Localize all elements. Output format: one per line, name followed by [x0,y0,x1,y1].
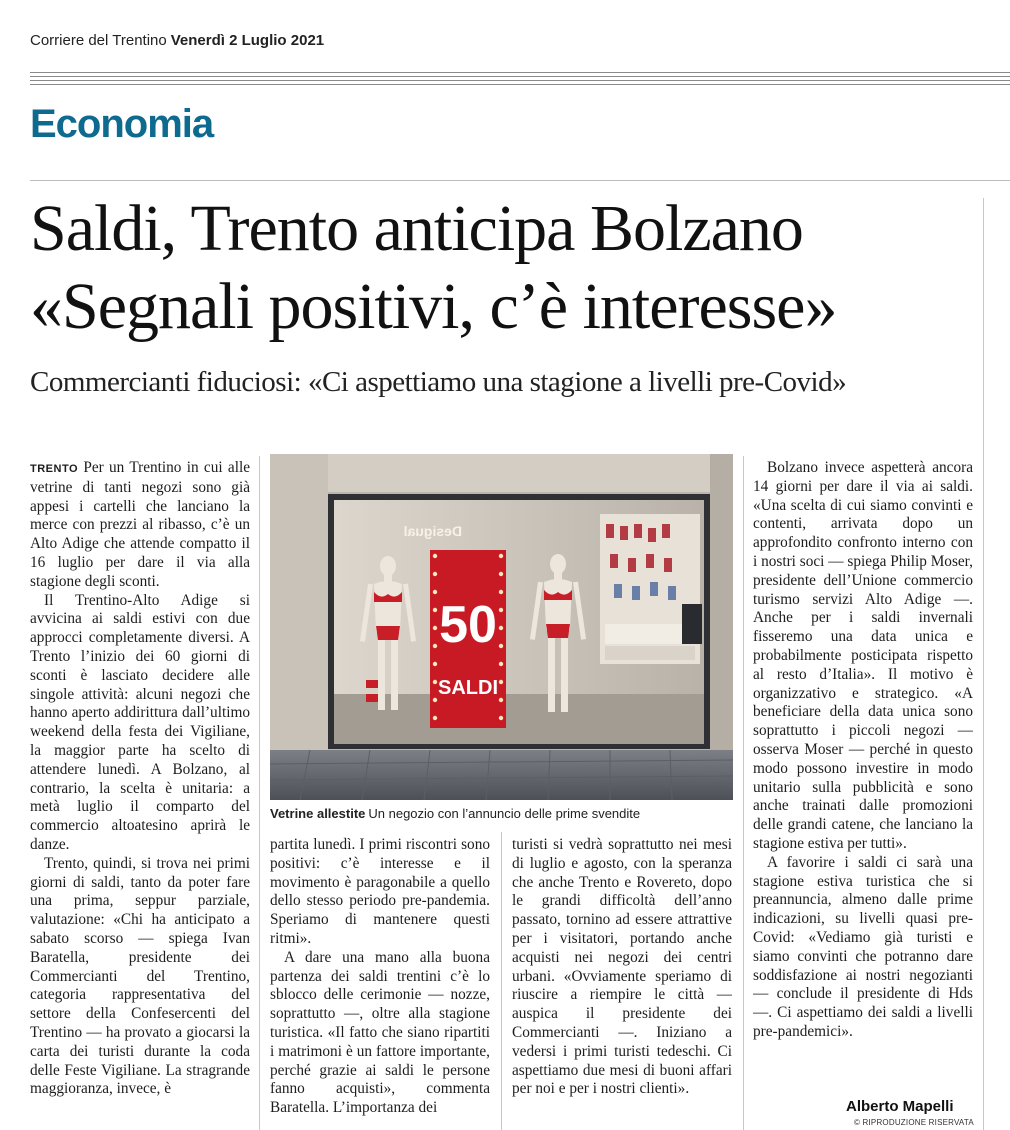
headline [30,190,990,346]
paragraph: turisti si vedrà soprattutto nei mesi di luglio e agosto, con la speranza che anche Trento e Rovereto, dopo le grandi difficoltà dell’anno passato, tornino ad essere attrattive per i visitatori, portando anche acquisti nei negozi dei centri urbani. «Ovviamente speriamo di riuscire a riempire le città — auspica il presidente dei Commercianti —. Iniziano a vedersi i primi turisti tedeschi. Ci aspettiamo due mesi di buoni affari per noi e per i nostri clienti». [512,836,732,1098]
rights-notice: © RIPRODUZIONE RISERVATA [854,1118,974,1127]
dateline: TRENTO [30,463,79,475]
column-rule [743,456,744,1130]
section-divider [30,180,1010,181]
paragraph [30,459,250,592]
headline-line-2: «Segnali positivi, c’è interesse» [30,270,837,343]
sign-number: 50 [439,596,497,654]
paragraph: A dare una mano alla buona partenza dei saldi trentini c’è lo sblocco delle cerimonie — nozze, soprattutto —, oltre alla stagione turistica. «Il fatto che siano ripartiti i matrimoni è un fattore importante, perché grazie ai saldi le persone fanno acquisti», commenta Baratella. L’importanza dei [270,948,490,1117]
sign-text: SALDI [438,677,498,699]
article-column-2 [270,836,490,1130]
article-column-1 [30,459,250,1130]
paragraph: A favorire i saldi ci sarà una stagione estiva turistica che si preannuncia, almeno dalle prime indicazioni, su livelli quasi pre-Covid: «Vediamo già turisti e siamo convinti che potranno dare soddisfazione ai nostri negozianti — conclude il presidente di Hds —. Ci aspettiamo dei saldi a livelli pre-pandemici». [753,853,973,1040]
paragraph: Trento, quindi, si trova nei primi giorni di saldi, tanto da poter fare una prima, seppur parziale, valutazione: «Chi ha anticipato a sabato scorso — spiega Ivan Baratella, presidente dei Commercianti del Trentino, categoria rappresentativa del settore della Confesercenti del Trentino — ha provato a giocarsi la carta dei turisti durante la coda delle Feste Vigiliane. La stragrande maggioranza, invece, è [30,854,250,1098]
caption-text: Un negozio con l’annuncio delle prime svendite [368,806,641,821]
paragraph: partita lunedì. I primi riscontri sono positivi: c’è interesse e il movimento è paragonabile a quello dello stesso periodo pre-pandemia. Speriamo di mantenere questi ritmi». [270,836,490,947]
paragraph: Il Trentino-Alto Adige si avvicina ai saldi estivi con due approcci completamente diversi. A Trento l’inizio dei 60 giorni di sconti è lasciato decidere alle singole attività: alcuni negozi che hanno aperto addirittura dall’ultimo weekend della festa dei Vigiliane, la maggior parte ha scelto di attendere lunedì. A Bolzano, al contrario, la scelta è unitaria: a metà luglio il comparto del commercio altoatesino aprirà le danze. [30,591,250,853]
issue-date: Venerdì 2 Luglio 2021 [170,32,325,49]
byline: Alberto Mapelli [846,1098,954,1115]
column-rule [501,832,502,1130]
article-column-4 [753,459,973,1095]
section-title: Economia [30,102,214,146]
article-column-3 [512,836,732,1130]
store-window-photo [270,454,733,800]
masthead-rules [30,72,1010,88]
masthead [30,32,324,49]
headline-line-1: Saldi, Trento anticipa Bolzano [30,192,803,265]
paragraph-text: Per un Trentino in cui alle vetrine di tanti negozi sono già appesi i cartelli che lanciano la merce con prezzi al ribasso, c’è un Alto Adige che attende compatto il 16 luglio per dare il via alla stagione degli sconti. [30,459,250,590]
caption-title: Vetrine allestite [270,806,366,821]
store-sign: Desigual [403,523,462,539]
paper-name: Corriere del Trentino [30,32,167,49]
paragraph: Bolzano invece aspetterà ancora 14 giorni per dare il via ai saldi. «Una scelta di cui siamo convinti e contenti, arrivata dopo un approfondito confronto interno con i nostri soci — spiega Philip Moser, presidente dell’Unione commercio turismo servizi Alto Adige —. Anche per i saldi invernali fisseremo una data unica e probabilmente posticipata rispetto al resto d’Italia». Il motivo è organizzativo e strategico. «A beneficiare della data unica sono soprattutto i piccoli negozi — osserva Moser — perché in questo modo possono investire in modo unitario sulla pubblicità e sono anche trainati dalle promozioni delle grandi catene, che lanciano la stagione estiva per tutti». [753,459,973,852]
photo-caption [270,806,640,821]
subheadline: Commercianti fiduciosi: «Ci aspettiamo una stagione a livelli pre-Covid» [30,366,847,398]
photo-image [270,454,733,800]
column-rule [259,456,260,1130]
